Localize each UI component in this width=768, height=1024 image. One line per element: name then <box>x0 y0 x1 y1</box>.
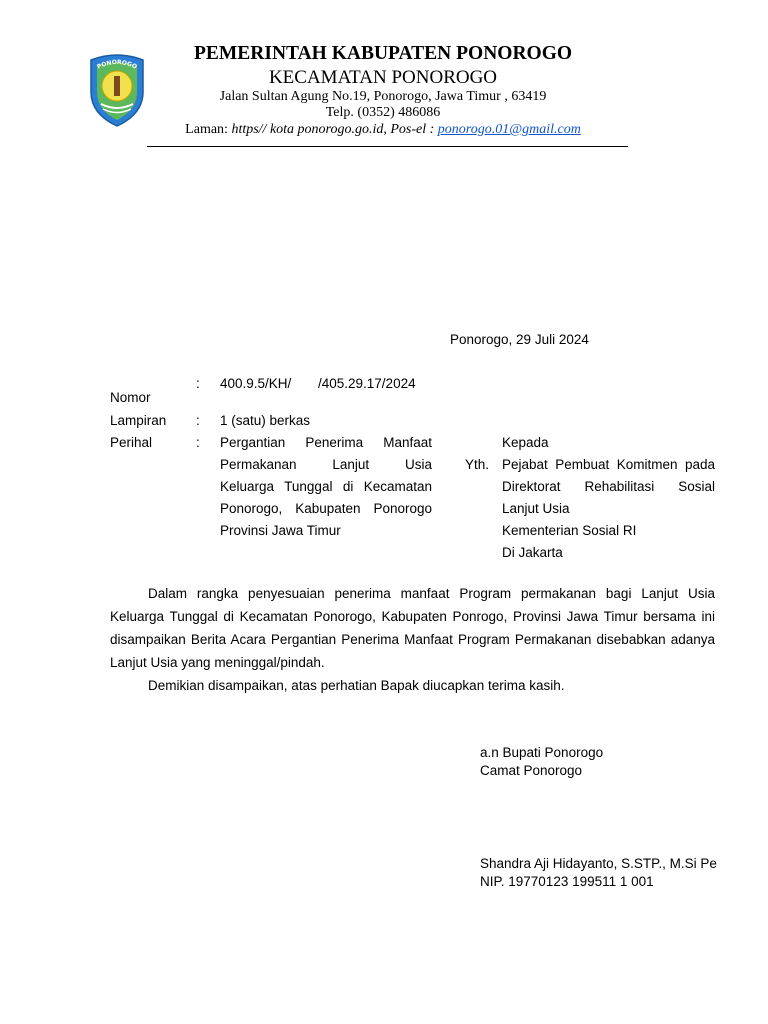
recipient-line: Di Jakarta <box>502 545 563 560</box>
recipient-line: Kementerian Sosial RI <box>502 523 637 538</box>
letterhead-address: Jalan Sultan Agung No.19, Ponorogo, Jawa Timur , 63419 <box>219 89 547 104</box>
letterhead-title-regency: PEMERINTAH KABUPATEN PONOROGO <box>193 43 573 64</box>
letterhead-phone: Telp. (0352) 486086 <box>325 105 441 120</box>
svg-text:PONOROGO: PONOROGO <box>96 58 138 71</box>
letterhead-divider <box>147 146 628 147</box>
lampiran-label: Lampiran <box>110 413 167 428</box>
perihal-line: Ponorogo, Kabupaten Ponorogo <box>220 501 432 516</box>
letterhead-title-district: KECAMATAN PONOROGO <box>268 67 498 88</box>
letterhead-web <box>150 122 616 138</box>
signature-on-behalf: a.n Bupati Ponorogo <box>480 745 604 760</box>
recipient-line: Lanjut Usia <box>502 501 570 516</box>
perihal-label: Perihal <box>110 435 153 450</box>
regency-emblem-logo <box>85 52 149 128</box>
perihal-line: Pergantian Penerima Manfaat <box>220 435 432 450</box>
body-paragraph: Dalam rangka penyesuaian penerima manfaat Program permakanan bagi Lanjut Usia Keluarga Tunggal di Kecamatan Ponorogo, Kabupaten Ponrogo, Provinsi Jawa Timur bersama ini disampaikan Berita Acara Pergantian Penerima Manfaat Program Permakanan disebabkan adanya Lanjut Usia yang meninggal/pindah. <box>110 586 715 670</box>
letter-date: Ponorogo, 29 Juli 2024 <box>450 332 589 347</box>
recipient-kepada: Kepada <box>502 435 549 450</box>
signature-position: Camat Ponorogo <box>480 763 583 778</box>
perihal-value <box>220 432 432 542</box>
recipient-yth: Yth. <box>465 457 490 472</box>
web-value: https// kota ponorogo.go.id, Pos-el : <box>231 122 438 137</box>
recipient-address <box>502 454 715 564</box>
signatory-nip: NIP. 19770123 199511 1 001 <box>480 874 654 889</box>
lampiran-value: 1 (satu) berkas <box>220 413 311 428</box>
nomor-value-suffix: /405.29.17/2024 <box>318 376 416 391</box>
lampiran-colon: : <box>196 413 200 428</box>
recipient-line: Pejabat Pembuat Komitmen pada <box>502 457 715 472</box>
perihal-line: Provinsi Jawa Timur <box>220 523 341 538</box>
signatory-name: Shandra Aji Hidayanto, S.STP., M.Si Pe <box>480 856 717 871</box>
web-label: Laman: <box>185 122 232 137</box>
email-link[interactable]: ponorogo.01@gmail.com <box>437 122 581 137</box>
recipient-line: Direktorat Rehabilitasi Sosial <box>502 479 715 494</box>
letter-body <box>110 582 715 697</box>
nomor-colon: : <box>196 376 200 391</box>
perihal-line: Permakanan Lanjut Usia <box>220 457 432 472</box>
perihal-colon: : <box>196 435 200 450</box>
nomor-value-prefix: 400.9.5/KH/ <box>220 376 292 391</box>
body-closing-paragraph: Demikian disampaikan, atas perhatian Bapak diucapkan terima kasih. <box>148 678 565 693</box>
perihal-line: Keluarga Tunggal di Kecamatan <box>220 479 432 494</box>
nomor-label: Nomor <box>110 390 151 405</box>
